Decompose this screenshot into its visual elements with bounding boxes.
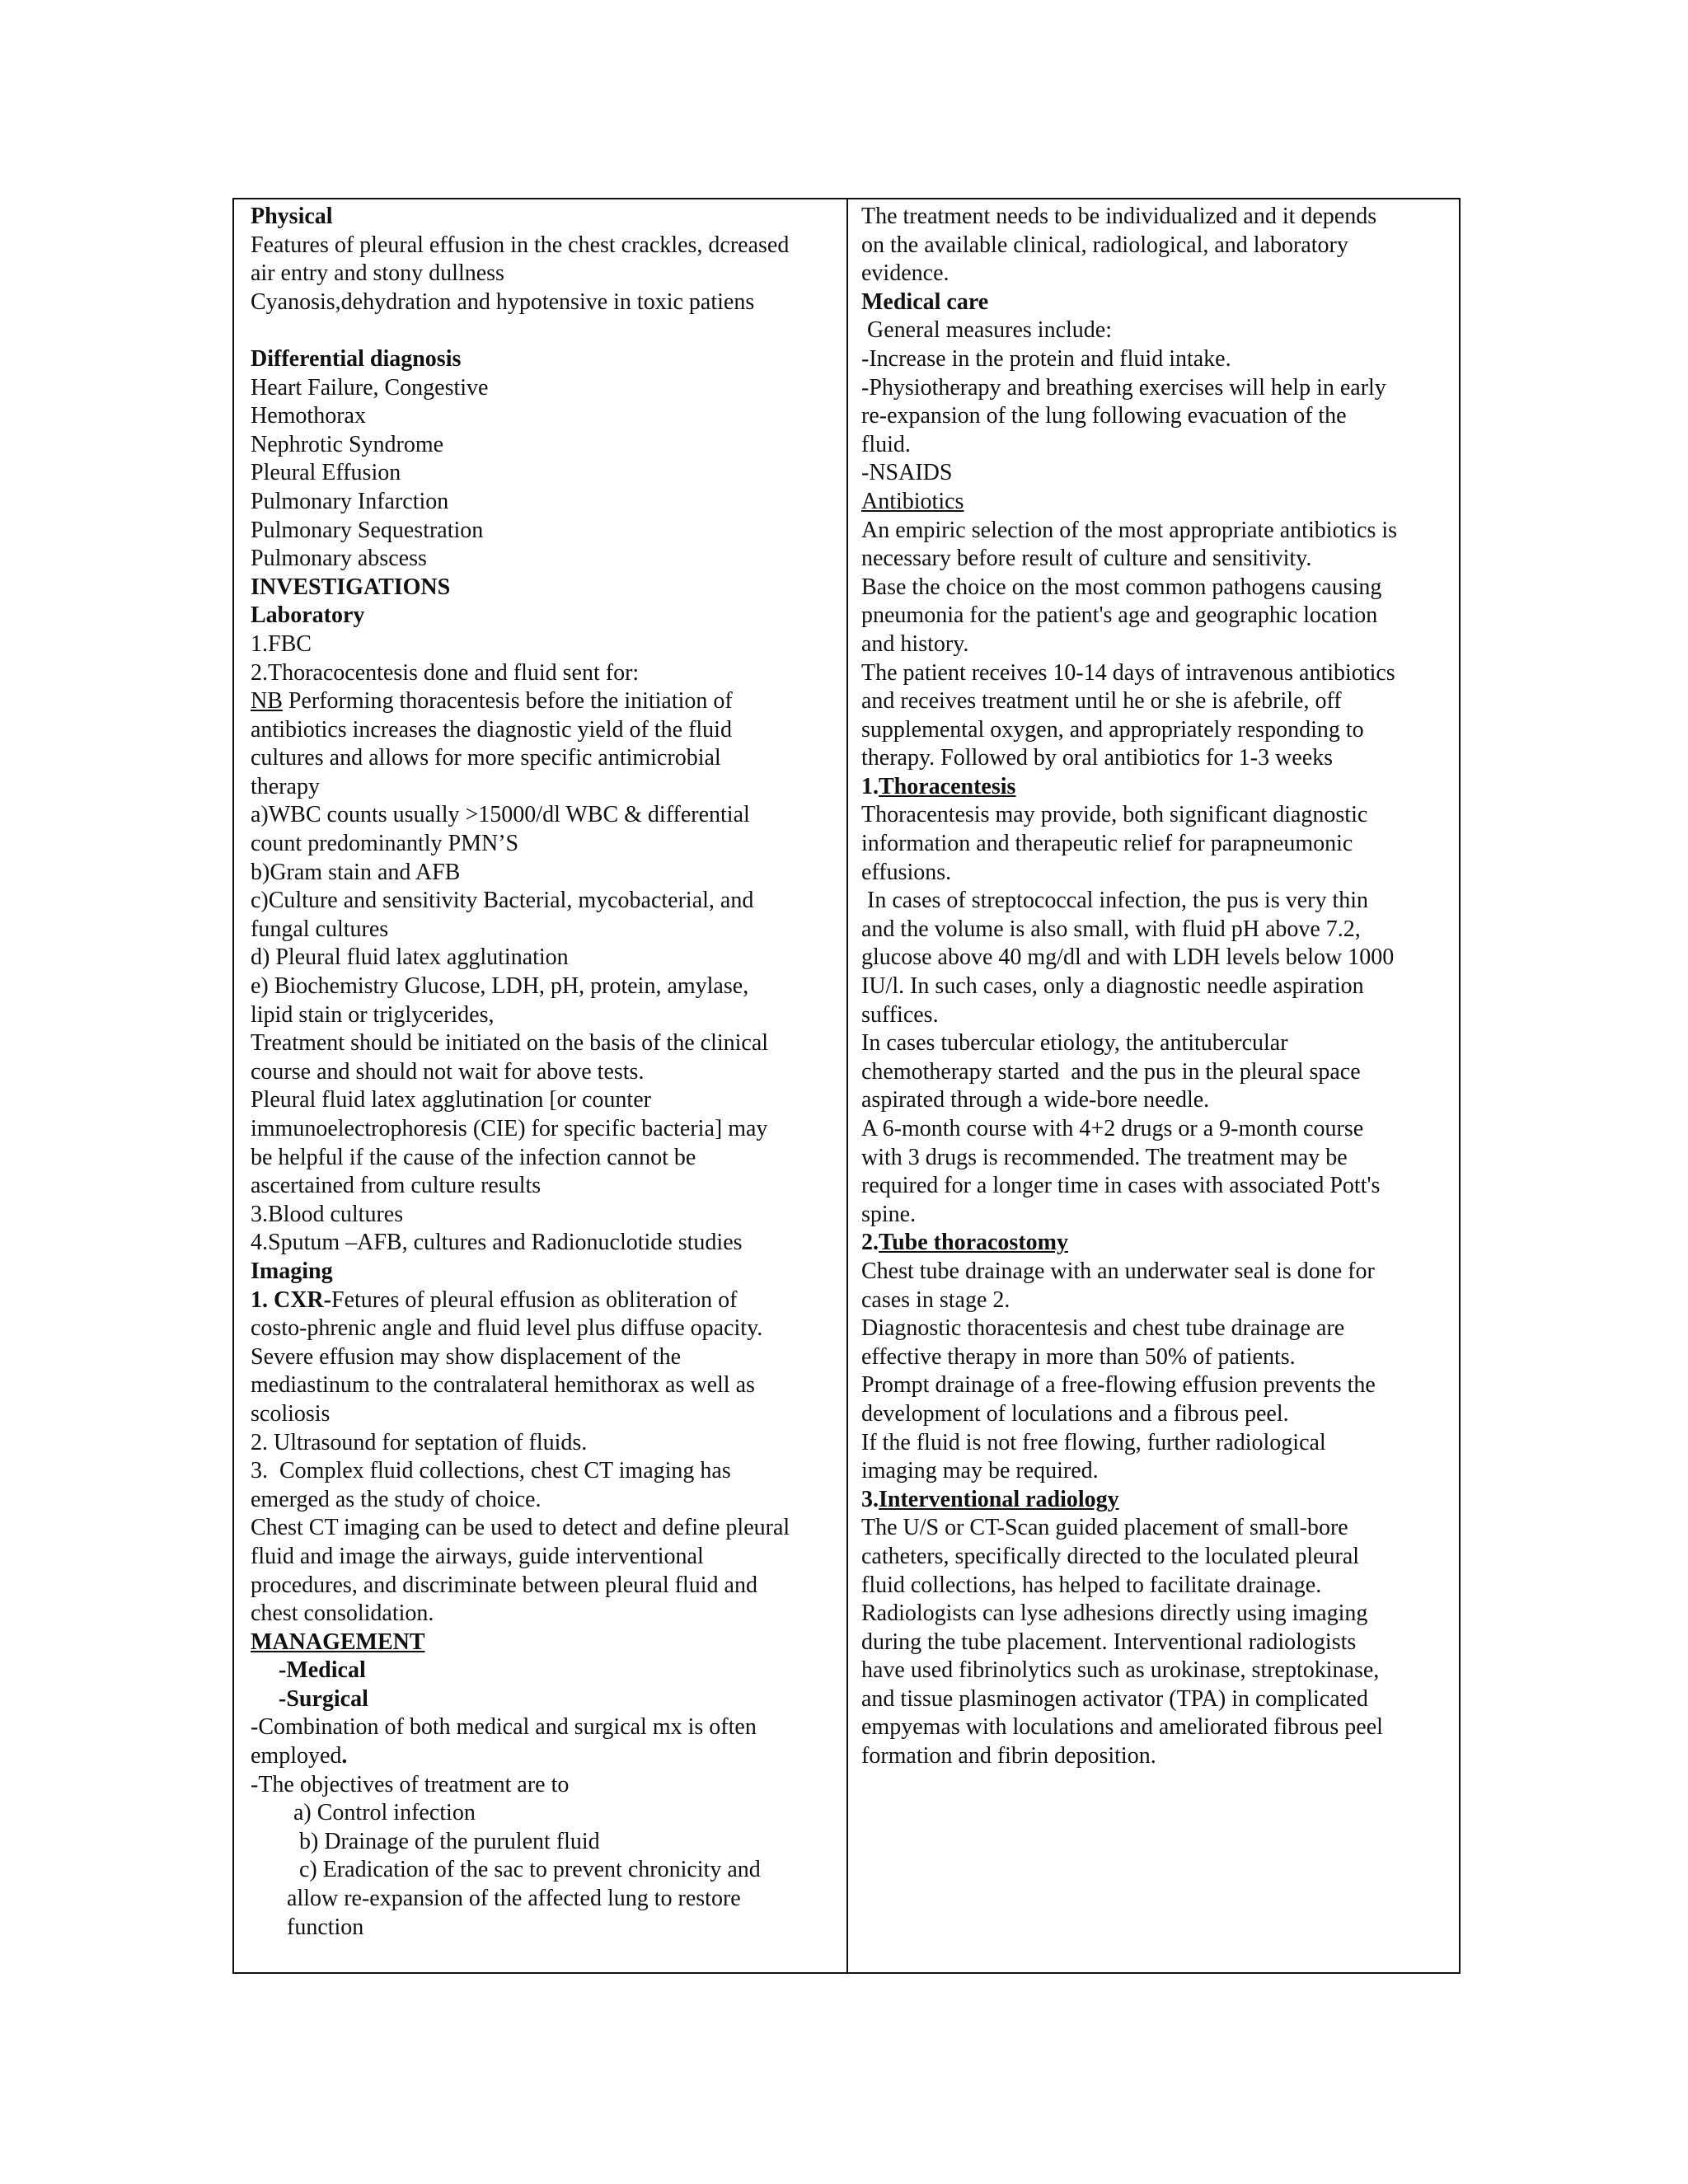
text-line: empyemas with loculations and ameliorated fibrous peel	[861, 1714, 1383, 1741]
text-line: b)Gram stain and AFB	[251, 859, 461, 885]
objective-item: a) Control infection	[293, 1800, 476, 1826]
section-number: 3.	[861, 1486, 879, 1512]
text-line: The U/S or CT-Scan guided placement of small-bore	[861, 1515, 1348, 1541]
text-line: 3.Blood cultures	[251, 1201, 404, 1227]
text-line: 2. Ultrasound for septation of fluids.	[251, 1429, 588, 1455]
cxr-line	[251, 1286, 835, 1315]
text-line: A 6-month course with 4+2 drugs or a 9-month course	[861, 1116, 1364, 1141]
physical-heading: Physical	[251, 204, 333, 229]
laboratory-heading: Laboratory	[251, 602, 365, 629]
management-medical: -Medical	[279, 1657, 366, 1684]
section-title: Thoracentesis	[879, 773, 1016, 799]
list-item: Pulmonary abscess	[251, 546, 427, 572]
antibiotics-heading: Antibiotics	[861, 488, 964, 514]
text-line: -Increase in the protein and fluid intake.	[861, 345, 1231, 372]
text-line: Thoracentesis may provide, both significant diagnostic	[861, 802, 1368, 828]
text-line: therapy	[251, 773, 320, 799]
blank-line	[251, 316, 835, 345]
thoracentesis-heading	[861, 773, 1447, 802]
text-line: effusions.	[861, 859, 952, 885]
text-line: Chest tube drainage with an underwater seal is done for	[861, 1258, 1375, 1284]
text-span: .	[341, 1743, 348, 1769]
text-line: -Physiotherapy and breathing exercises will help in early	[861, 374, 1386, 401]
right-column	[848, 199, 1459, 1972]
text-line: Base the choice on the most common pathogens causing	[861, 574, 1382, 600]
nb-text: Performing thoracentesis before the initiation of	[282, 688, 733, 715]
list-item: Pulmonary Infarction	[251, 488, 449, 514]
text-line: Cyanosis,dehydration and hypotensive in toxic patiens	[251, 288, 755, 315]
text-line: air entry and stony dullness	[251, 260, 504, 287]
text-line: during the tube placement. Interventional radiologists	[861, 1629, 1357, 1655]
text-line: and history.	[861, 630, 969, 657]
interventional-radiology-heading	[861, 1486, 1447, 1515]
text-line: fungal cultures	[251, 916, 389, 942]
text-line: ascertained from culture results	[251, 1173, 542, 1199]
text-line: mediastinum to the contralateral hemithorax as well as	[251, 1372, 755, 1399]
section-number: 1.	[861, 773, 879, 799]
nb-label: NB	[251, 688, 283, 715]
text-line: Prompt drainage of a free-flowing effusion prevents the	[861, 1372, 1376, 1399]
management-surgical: -Surgical	[279, 1685, 368, 1712]
text-line: 3. Complex fluid collections, chest CT imaging has	[251, 1458, 731, 1484]
text-line: formation and fibrin deposition.	[861, 1743, 1156, 1769]
text-line	[251, 1742, 835, 1771]
list-item: Nephrotic Syndrome	[251, 431, 444, 457]
text-line: catheters, specifically directed to the loculated pleural	[861, 1543, 1360, 1569]
text-line: effective therapy in more than 50% of patients.	[861, 1343, 1296, 1370]
text-line: cultures and allows for more specific antimicrobial	[251, 745, 721, 771]
text-line: In cases tubercular etiology, the antitubercular	[861, 1030, 1288, 1057]
text-line: suffices.	[861, 1001, 939, 1028]
list-item: Hemothorax	[251, 403, 366, 429]
text-line: Treatment should be initiated on the basis of the clinical	[251, 1030, 769, 1057]
text-line: glucose above 40 mg/dl and with LDH levels below 1000	[861, 944, 1395, 971]
text-line: -Combination of both medical and surgical mx is often	[251, 1714, 757, 1741]
text-line: Diagnostic thoracentesis and chest tube drainage are	[861, 1315, 1345, 1342]
text-line: supplemental oxygen, and appropriately responding to	[861, 716, 1364, 743]
text-line: Pleural fluid latex agglutination [or counter	[251, 1087, 651, 1113]
text-line: and the volume is also small, with fluid pH above 7.2,	[861, 916, 1361, 942]
objective-item: allow re-expansion of the affected lung to restore	[287, 1886, 741, 1912]
imaging-heading: Imaging	[251, 1258, 333, 1284]
text-line: course and should not wait for above tests.	[251, 1058, 645, 1085]
text-line: chemotherapy started and the pus in the pleural space	[861, 1058, 1361, 1085]
text-span: employed	[251, 1743, 342, 1769]
text-line: emerged as the study of choice.	[251, 1486, 542, 1512]
investigations-heading: INVESTIGATIONS	[251, 574, 451, 600]
section-title: Interventional radiology	[879, 1486, 1119, 1512]
text-line: scoliosis	[251, 1400, 331, 1427]
text-line: necessary before result of culture and sensitivity.	[861, 546, 1312, 572]
text-line: fluid and image the airways, guide interventional	[251, 1543, 704, 1569]
text-line: with 3 drugs is recommended. The treatment may be	[861, 1144, 1348, 1170]
text-line: information and therapeutic relief for parapneumonic	[861, 831, 1353, 857]
text-line: required for a longer time in cases with associated Pott's	[861, 1173, 1381, 1199]
left-column	[234, 199, 848, 1972]
text-line: IU/l. In such cases, only a diagnostic needle aspiration	[861, 973, 1364, 1000]
section-number: 2.	[861, 1230, 879, 1256]
text-line: The patient receives 10-14 days of intravenous antibiotics	[861, 659, 1395, 686]
text-line: 1.FBC	[251, 630, 312, 657]
nb-line	[251, 687, 835, 716]
text-line: General measures include:	[861, 317, 1112, 344]
text-line: have used fibrinolytics such as urokinase, streptokinase,	[861, 1657, 1380, 1684]
text-line: development of loculations and a fibrous peel.	[861, 1400, 1289, 1427]
list-item: Pleural Effusion	[251, 460, 401, 486]
text-line: -The objectives of treatment are to	[251, 1771, 570, 1797]
cxr-text: Fetures of pleural effusion as obliteration of	[331, 1286, 738, 1313]
text-line: on the available clinical, radiological, and laboratory	[861, 232, 1348, 258]
text-line: aspirated through a wide-bore needle.	[861, 1087, 1210, 1113]
text-line: and receives treatment until he or she is afebrile, off	[861, 688, 1342, 715]
text-line: re-expansion of the lung following evacuation of the	[861, 403, 1347, 429]
objective-item: b) Drainage of the purulent fluid	[293, 1828, 600, 1854]
text-line: immunoelectrophoresis (CIE) for specific bacteria] may	[251, 1116, 768, 1141]
text-line: costo-phrenic angle and fluid level plus diffuse opacity.	[251, 1315, 763, 1342]
text-line: Chest CT imaging can be used to detect and define pleural	[251, 1515, 790, 1541]
text-line: lipid stain or triglycerides,	[251, 1001, 495, 1028]
section-title: Tube thoracostomy	[879, 1230, 1068, 1256]
text-line: e) Biochemistry Glucose, LDH, pH, protein, amylase,	[251, 973, 749, 1000]
text-line: evidence.	[861, 260, 950, 287]
tube-thoracostomy-heading	[861, 1229, 1447, 1258]
text-line: If the fluid is not free flowing, further radiological	[861, 1429, 1326, 1455]
text-line: Severe effusion may show displacement of the	[251, 1343, 682, 1370]
text-line: The treatment needs to be individualized and it depends	[861, 204, 1377, 229]
text-line: count predominantly PMN’S	[251, 831, 519, 857]
text-line: a)WBC counts usually >15000/dl WBC & differential	[251, 802, 750, 828]
management-heading: MANAGEMENT	[251, 1629, 425, 1655]
list-item: Heart Failure, Congestive	[251, 374, 489, 401]
objective-item: c) Eradication of the sac to prevent chronicity and	[293, 1857, 761, 1883]
text-line: -NSAIDS	[861, 460, 953, 486]
text-line: d) Pleural fluid latex agglutination	[251, 944, 569, 971]
text-line: fluid collections, has helped to facilitate drainage.	[861, 1572, 1322, 1598]
text-line: pneumonia for the patient's age and geographic location	[861, 602, 1378, 629]
objective-item: function	[287, 1914, 364, 1940]
text-line: Features of pleural effusion in the chest crackles, dcreased	[251, 232, 790, 258]
text-line: cases in stage 2.	[861, 1286, 1010, 1313]
text-line: fluid.	[861, 431, 911, 457]
text-line: procedures, and discriminate between pleural fluid and	[251, 1572, 757, 1598]
text-line: be helpful if the cause of the infection cannot be	[251, 1144, 696, 1170]
text-line: therapy. Followed by oral antibiotics for 1-3 weeks	[861, 745, 1334, 771]
differential-diagnosis-heading: Differential diagnosis	[251, 345, 462, 372]
text-line: chest consolidation.	[251, 1601, 434, 1627]
cxr-label: 1. CXR-	[251, 1286, 331, 1313]
text-line: antibiotics increases the diagnostic yield of the fluid	[251, 716, 732, 743]
text-line: Radiologists can lyse adhesions directly using imaging	[861, 1601, 1368, 1627]
document-table	[232, 198, 1461, 1974]
medical-care-heading: Medical care	[861, 288, 989, 315]
text-line: In cases of streptococcal infection, the pus is very thin	[861, 888, 1369, 914]
text-line: imaging may be required.	[861, 1458, 1099, 1484]
text-line: spine.	[861, 1201, 917, 1227]
text-line: 4.Sputum –AFB, cultures and Radionuclotide studies	[251, 1230, 743, 1256]
text-line: 2.Thoracocentesis done and fluid sent for:	[251, 659, 640, 686]
text-line: An empiric selection of the most appropriate antibiotics is	[861, 517, 1398, 543]
text-line: c)Culture and sensitivity Bacterial, mycobacterial, and	[251, 888, 754, 914]
text-line: and tissue plasminogen activator (TPA) in complicated	[861, 1685, 1368, 1712]
list-item: Pulmonary Sequestration	[251, 517, 484, 543]
